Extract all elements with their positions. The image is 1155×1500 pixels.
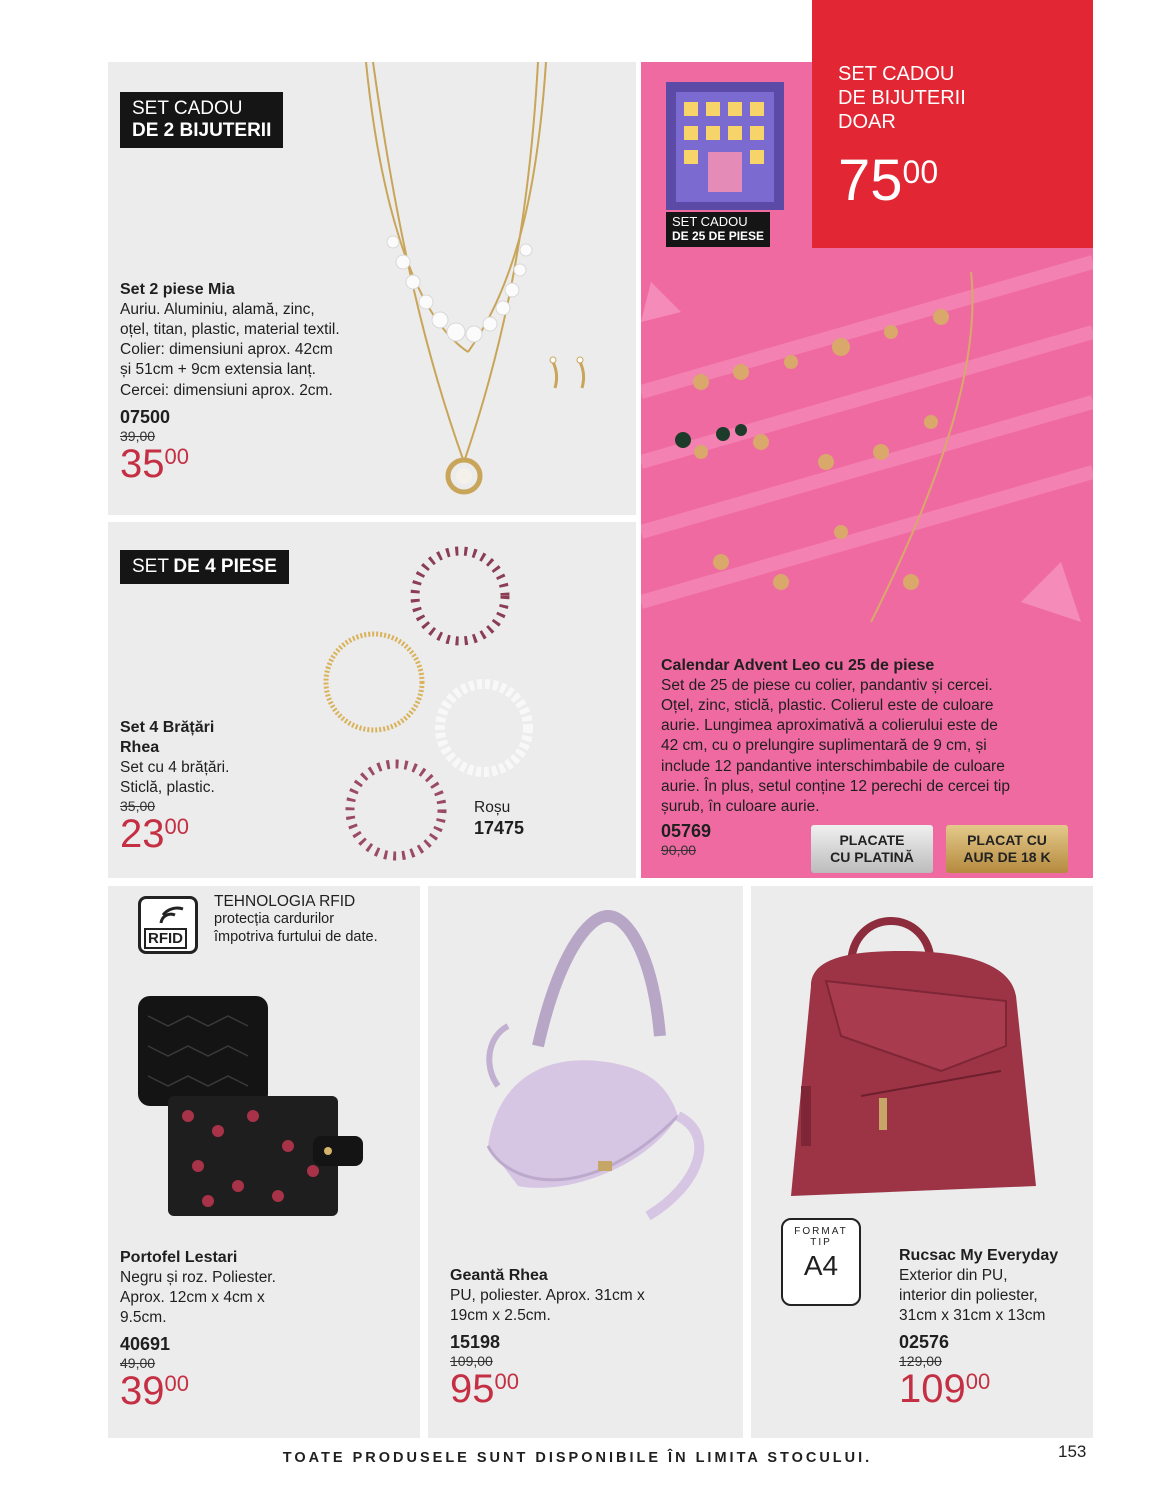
promo-line3: DOAR bbox=[838, 111, 896, 133]
rfid-info bbox=[214, 892, 378, 946]
product-desc-line: 42 cm, cu o prelungire suplimentară de 9 cm, și bbox=[661, 737, 987, 755]
product-info bbox=[120, 280, 420, 484]
product-desc-line: Exterior din PU, bbox=[899, 1267, 1008, 1284]
product-desc-line: Oțel, zinc, sticlă, plastic. Colierul este de culoare bbox=[661, 697, 994, 715]
product-desc-line: și 51cm + 9cm extensia lanț. bbox=[120, 361, 316, 379]
product-desc-line: aurie. În plus, setul conține 12 perechi de cercei tip bbox=[661, 777, 1010, 795]
old-price: 35,00 bbox=[120, 798, 156, 815]
product-desc-line: Set cu 4 brățări. bbox=[120, 759, 230, 776]
price bbox=[450, 1367, 730, 1412]
old-price: 90,00 bbox=[661, 841, 697, 858]
stock-disclaimer: TOATE PRODUSELE SUNT DISPONIBILE ÎN LIMITA STOCULUI. bbox=[282, 1450, 873, 1466]
bag-illustration bbox=[428, 886, 743, 1226]
product-desc-line: Auriu. Aluminiu, alamă, zinc, bbox=[120, 301, 315, 318]
badge-line2: DE 2 BIJUTERII bbox=[132, 119, 272, 141]
badge-plat-line2: CU PLATINĂ bbox=[830, 848, 914, 865]
price bbox=[120, 441, 420, 486]
product-code: 02576 bbox=[899, 1332, 950, 1353]
format-line2: TIP bbox=[810, 1237, 832, 1248]
product-name: Rhea bbox=[120, 739, 160, 756]
product-info bbox=[899, 1246, 1089, 1412]
badge-line1: SET bbox=[132, 556, 169, 577]
variant-color: Roșu bbox=[474, 799, 511, 816]
product-code: 05769 bbox=[661, 820, 712, 841]
price-dec: 00 bbox=[965, 1369, 991, 1395]
format-a4-badge bbox=[781, 1218, 861, 1306]
wireless-icon bbox=[141, 901, 195, 931]
old-price: 49,00 bbox=[120, 1355, 156, 1372]
product-name: Portofel Lestari bbox=[120, 1249, 238, 1266]
platinum-plated-badge bbox=[811, 825, 933, 873]
product-code: 07500 bbox=[120, 406, 171, 427]
product-desc-line: Colier: dimensiuni aprox. 42cm bbox=[120, 341, 333, 359]
rfid-title: TEHNOLOGIA RFID bbox=[214, 893, 356, 910]
promo-price-box bbox=[812, 0, 1093, 248]
box-badge-line2: DE 25 DE PIESE bbox=[672, 228, 765, 243]
variant-info bbox=[474, 798, 524, 839]
wallet-illustration bbox=[108, 956, 420, 1236]
rfid-line: împotriva furtului de date. bbox=[214, 928, 378, 945]
product-code: 40691 bbox=[120, 1334, 171, 1355]
product-info bbox=[120, 1248, 410, 1414]
promo-price bbox=[838, 148, 1093, 213]
badge-line2: DE 4 PIESE bbox=[173, 556, 277, 577]
product-info bbox=[120, 718, 320, 857]
badge-gold-line1: PLACAT CU bbox=[967, 832, 1047, 848]
page-number: 153 bbox=[1058, 1442, 1087, 1461]
price-int: 109 bbox=[899, 1367, 966, 1412]
price bbox=[899, 1367, 1089, 1412]
price-int: 23 bbox=[120, 812, 165, 857]
rfid-icon bbox=[138, 896, 198, 954]
product-desc-line: Cercei: dimensiuni aprox. 2cm. bbox=[120, 381, 333, 399]
badge-gold-line2: AUR DE 18 K bbox=[963, 848, 1051, 865]
rfid-icon-text: RFID bbox=[144, 928, 187, 949]
promo-line2: DE BIJUTERII bbox=[838, 87, 966, 109]
format-value: A4 bbox=[803, 1250, 839, 1281]
price-int: 39 bbox=[120, 1369, 165, 1414]
promo-price-int: 75 bbox=[838, 148, 903, 213]
advent-box-art bbox=[666, 82, 784, 210]
product-info bbox=[450, 1266, 730, 1412]
product-panel-wallet bbox=[108, 886, 420, 1438]
advent-box-image bbox=[666, 82, 784, 210]
product-name: Set 4 Brățări bbox=[120, 719, 215, 736]
product-desc-line: șurub, în culoare aurie. bbox=[661, 797, 820, 815]
price-int: 35 bbox=[120, 441, 165, 486]
product-desc-line: Sticlă, plastic. bbox=[120, 779, 215, 797]
price-dec: 00 bbox=[164, 814, 189, 840]
set-badge bbox=[120, 550, 289, 584]
gold-plated-badge bbox=[946, 825, 1068, 873]
product-panel-mia bbox=[108, 62, 636, 515]
old-price: 129,00 bbox=[899, 1353, 942, 1370]
product-desc-line: Set de 25 de piese cu colier, pandantiv și cercei. bbox=[661, 677, 993, 694]
product-desc-line: Negru și roz. Poliester. bbox=[120, 1269, 276, 1286]
product-desc-line: PU, poliester. Aprox. 31cm x bbox=[450, 1287, 645, 1304]
product-name: Geantă Rhea bbox=[450, 1267, 548, 1284]
product-desc-line: 9.5cm. bbox=[120, 1309, 167, 1327]
gift-set-badge bbox=[120, 92, 283, 148]
product-desc-line: 31cm x 31cm x 13cm bbox=[899, 1307, 1046, 1325]
product-name: Rucsac My Everyday bbox=[899, 1247, 1059, 1264]
product-desc-line: Aprox. 12cm x 4cm x bbox=[120, 1289, 265, 1307]
price-dec: 00 bbox=[164, 443, 189, 469]
backpack-illustration bbox=[751, 886, 1093, 1216]
product-panel-bracelets bbox=[108, 522, 636, 878]
product-code: 15198 bbox=[450, 1332, 501, 1353]
old-price: 109,00 bbox=[450, 1353, 493, 1370]
variant-code: 17475 bbox=[474, 818, 525, 839]
price bbox=[120, 812, 320, 857]
product-desc-line: 19cm x 2.5cm. bbox=[450, 1307, 551, 1325]
badge-plat-line1: PLACATE bbox=[839, 832, 905, 848]
product-desc-line: aurie. Lungimea aproximativă a colierului este de bbox=[661, 717, 998, 735]
format-line1: FORMAT bbox=[794, 1226, 848, 1237]
rfid-line: protecția cardurilor bbox=[214, 911, 335, 928]
badge-line1: SET CADOU bbox=[132, 98, 243, 119]
price-int: 95 bbox=[450, 1367, 495, 1412]
price bbox=[120, 1369, 410, 1414]
promo-line1: SET CADOU bbox=[838, 63, 955, 85]
box-badge-line1: SET CADOU bbox=[672, 214, 748, 229]
product-name: Calendar Advent Leo cu 25 de piese bbox=[661, 657, 935, 674]
price-dec: 00 bbox=[164, 1371, 189, 1397]
promo-price-dec: 00 bbox=[902, 154, 939, 190]
product-name: Set 2 piese Mia bbox=[120, 281, 235, 298]
product-desc-line: include 12 pandantive interschimbabile de culoare bbox=[661, 757, 1005, 775]
product-panel-backpack bbox=[751, 886, 1093, 1438]
product-desc-line: interior din poliester, bbox=[899, 1287, 1038, 1305]
product-desc-line: oțel, titan, plastic, material textil. bbox=[120, 321, 340, 339]
price-dec: 00 bbox=[494, 1369, 519, 1395]
box-badge bbox=[666, 212, 770, 247]
old-price: 39,00 bbox=[120, 427, 156, 444]
product-panel-bag bbox=[428, 886, 743, 1438]
